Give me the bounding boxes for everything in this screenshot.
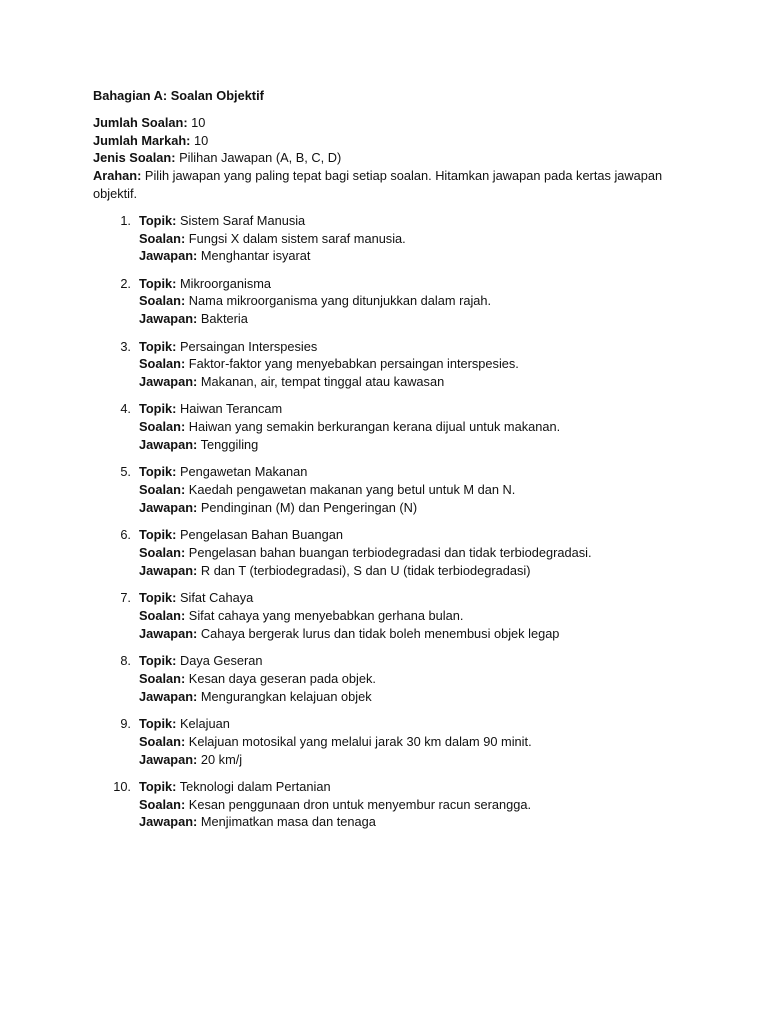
item-topik-value: Sifat Cahaya xyxy=(180,590,254,606)
item-number: 3. xyxy=(120,338,131,354)
item-topik-label: Topik: xyxy=(139,715,177,731)
item-topik-row xyxy=(139,652,693,670)
item-topik-value: Kelajuan xyxy=(180,715,230,731)
item-soalan-label: Soalan: xyxy=(139,733,186,749)
item-soalan-row xyxy=(139,230,693,248)
list-item xyxy=(93,338,693,391)
item-jawapan-label: Jawapan: xyxy=(139,374,198,390)
item-topik-value: Persaingan Interspesies xyxy=(180,338,318,354)
item-soalan-value: Nama mikroorganisma yang ditunjukkan dalam rajah. xyxy=(188,293,492,309)
item-jawapan-row xyxy=(139,436,693,454)
item-topik-value: Mikroorganisma xyxy=(180,275,272,291)
jumlah-markah-line xyxy=(93,132,693,150)
item-jawapan-label: Jawapan: xyxy=(139,248,198,264)
arahan-value: Pilih jawapan yang paling tepat bagi setiap soalan. Hitamkan jawapan pada kertas jawapan objektif. xyxy=(93,168,663,201)
item-topik-label: Topik: xyxy=(139,212,177,228)
section-title: Bahagian A: Soalan Objektif xyxy=(93,88,264,103)
item-topik-label: Topik: xyxy=(139,653,177,669)
jumlah-soalan-label: Jumlah Soalan: xyxy=(93,114,188,130)
item-jawapan-label: Jawapan: xyxy=(139,499,198,515)
jenis-soalan-line xyxy=(93,149,693,167)
item-number: 10. xyxy=(113,778,131,794)
item-number: 2. xyxy=(120,275,131,291)
jumlah-soalan-value: 10 xyxy=(191,114,206,130)
item-topik-row xyxy=(139,778,693,796)
item-soalan-value: Kelajuan motosikal yang melalui jarak 30 km dalam 90 minit. xyxy=(188,733,532,749)
item-jawapan-value: Tenggiling xyxy=(200,437,259,453)
item-jawapan-label: Jawapan: xyxy=(139,688,198,704)
item-topik-row xyxy=(139,400,693,418)
item-topik-value: Pengelasan Bahan Buangan xyxy=(180,527,343,543)
item-soalan-row xyxy=(139,796,693,814)
item-jawapan-label: Jawapan: xyxy=(139,311,198,327)
item-topik-row xyxy=(139,589,693,607)
list-item xyxy=(93,715,693,768)
jenis-soalan-value: Pilihan Jawapan (A, B, C, D) xyxy=(179,150,342,166)
item-soalan-row xyxy=(139,355,693,373)
item-jawapan-row xyxy=(139,499,693,517)
item-topik-value: Haiwan Terancam xyxy=(180,401,283,417)
arahan-line xyxy=(93,167,693,203)
item-topik-row xyxy=(139,715,693,733)
item-soalan-value: Kesan daya geseran pada objek. xyxy=(188,670,376,686)
list-item xyxy=(93,652,693,705)
item-jawapan-row xyxy=(139,247,693,265)
item-topik-label: Topik: xyxy=(139,590,177,606)
list-item xyxy=(93,212,693,265)
item-jawapan-row xyxy=(139,373,693,391)
item-soalan-value: Kesan penggunaan dron untuk menyembur racun serangga. xyxy=(188,796,531,812)
item-number: 5. xyxy=(120,464,131,480)
item-jawapan-value: Bakteria xyxy=(200,311,248,327)
jenis-soalan-label: Jenis Soalan: xyxy=(93,150,176,166)
item-jawapan-row xyxy=(139,751,693,769)
item-topik-value: Daya Geseran xyxy=(180,653,263,669)
item-topik-label: Topik: xyxy=(139,527,177,543)
item-soalan-label: Soalan: xyxy=(139,670,186,686)
jumlah-soalan-line xyxy=(93,114,693,132)
item-number: 6. xyxy=(120,527,131,543)
item-topik-label: Topik: xyxy=(139,778,177,794)
item-soalan-value: Sifat cahaya yang menyebabkan gerhana bulan. xyxy=(188,607,464,623)
item-topik-row xyxy=(139,526,693,544)
item-topik-row xyxy=(139,275,693,293)
item-soalan-label: Soalan: xyxy=(139,419,186,435)
item-jawapan-row xyxy=(139,813,693,831)
list-item xyxy=(93,463,693,516)
list-item xyxy=(93,400,693,453)
meta-block xyxy=(93,114,693,203)
item-soalan-label: Soalan: xyxy=(139,796,186,812)
item-topik-row xyxy=(139,212,693,230)
item-soalan-value: Faktor-faktor yang menyebabkan persaingan interspesies. xyxy=(188,356,519,372)
jumlah-markah-value: 10 xyxy=(194,132,209,148)
item-soalan-row xyxy=(139,607,693,625)
item-soalan-row xyxy=(139,733,693,751)
item-soalan-label: Soalan: xyxy=(139,356,186,372)
item-soalan-row xyxy=(139,292,693,310)
item-soalan-label: Soalan: xyxy=(139,607,186,623)
item-jawapan-label: Jawapan: xyxy=(139,814,198,830)
item-topik-label: Topik: xyxy=(139,338,177,354)
item-topik-row xyxy=(139,338,693,356)
item-number: 1. xyxy=(120,212,131,228)
item-topik-label: Topik: xyxy=(139,401,177,417)
item-jawapan-row xyxy=(139,688,693,706)
item-jawapan-value: Cahaya bergerak lurus dan tidak boleh menembusi objek legap xyxy=(200,625,560,641)
item-jawapan-label: Jawapan: xyxy=(139,562,198,578)
item-jawapan-label: Jawapan: xyxy=(139,437,198,453)
list-item xyxy=(93,589,693,642)
item-jawapan-value: Makanan, air, tempat tinggal atau kawasan xyxy=(200,374,445,390)
item-soalan-label: Soalan: xyxy=(139,293,186,309)
item-topik-value: Pengawetan Makanan xyxy=(180,464,308,480)
item-soalan-label: Soalan: xyxy=(139,545,186,561)
list-item xyxy=(93,275,693,328)
item-number: 7. xyxy=(120,590,131,606)
jumlah-markah-label: Jumlah Markah: xyxy=(93,132,191,148)
item-soalan-value: Pengelasan bahan buangan terbiodegradasi dan tidak terbiodegradasi. xyxy=(188,545,592,561)
item-topik-label: Topik: xyxy=(139,275,177,291)
item-number: 8. xyxy=(120,653,131,669)
document-page xyxy=(93,87,693,841)
item-soalan-value: Kaedah pengawetan makanan yang betul untuk M dan N. xyxy=(188,482,516,498)
item-topik-value: Teknologi dalam Pertanian xyxy=(179,778,331,794)
item-jawapan-value: Menghantar isyarat xyxy=(200,248,311,264)
item-topik-value: Sistem Saraf Manusia xyxy=(180,212,306,228)
item-jawapan-value: Menjimatkan masa dan tenaga xyxy=(200,814,376,830)
list-item xyxy=(93,526,693,579)
list-item xyxy=(93,778,693,831)
item-jawapan-label: Jawapan: xyxy=(139,751,198,767)
item-topik-row xyxy=(139,463,693,481)
item-soalan-value: Haiwan yang semakin berkurangan kerana dijual untuk makanan. xyxy=(188,419,561,435)
item-soalan-label: Soalan: xyxy=(139,230,186,246)
item-number: 4. xyxy=(120,401,131,417)
item-soalan-row xyxy=(139,418,693,436)
item-jawapan-value: Pendinginan (M) dan Pengeringan (N) xyxy=(200,499,418,515)
item-jawapan-row xyxy=(139,625,693,643)
item-number: 9. xyxy=(120,715,131,731)
item-jawapan-row xyxy=(139,562,693,580)
item-soalan-row xyxy=(139,544,693,562)
item-topik-label: Topik: xyxy=(139,464,177,480)
item-soalan-row xyxy=(139,670,693,688)
item-jawapan-value: R dan T (terbiodegradasi), S dan U (tidak terbiodegradasi) xyxy=(200,562,531,578)
item-jawapan-value: 20 km/j xyxy=(200,751,243,767)
item-jawapan-row xyxy=(139,310,693,328)
question-list xyxy=(93,212,693,831)
item-jawapan-value: Mengurangkan kelajuan objek xyxy=(200,688,372,704)
item-soalan-row xyxy=(139,481,693,499)
item-jawapan-label: Jawapan: xyxy=(139,625,198,641)
arahan-label: Arahan: xyxy=(93,168,142,184)
item-soalan-label: Soalan: xyxy=(139,482,186,498)
item-soalan-value: Fungsi X dalam sistem saraf manusia. xyxy=(188,230,406,246)
